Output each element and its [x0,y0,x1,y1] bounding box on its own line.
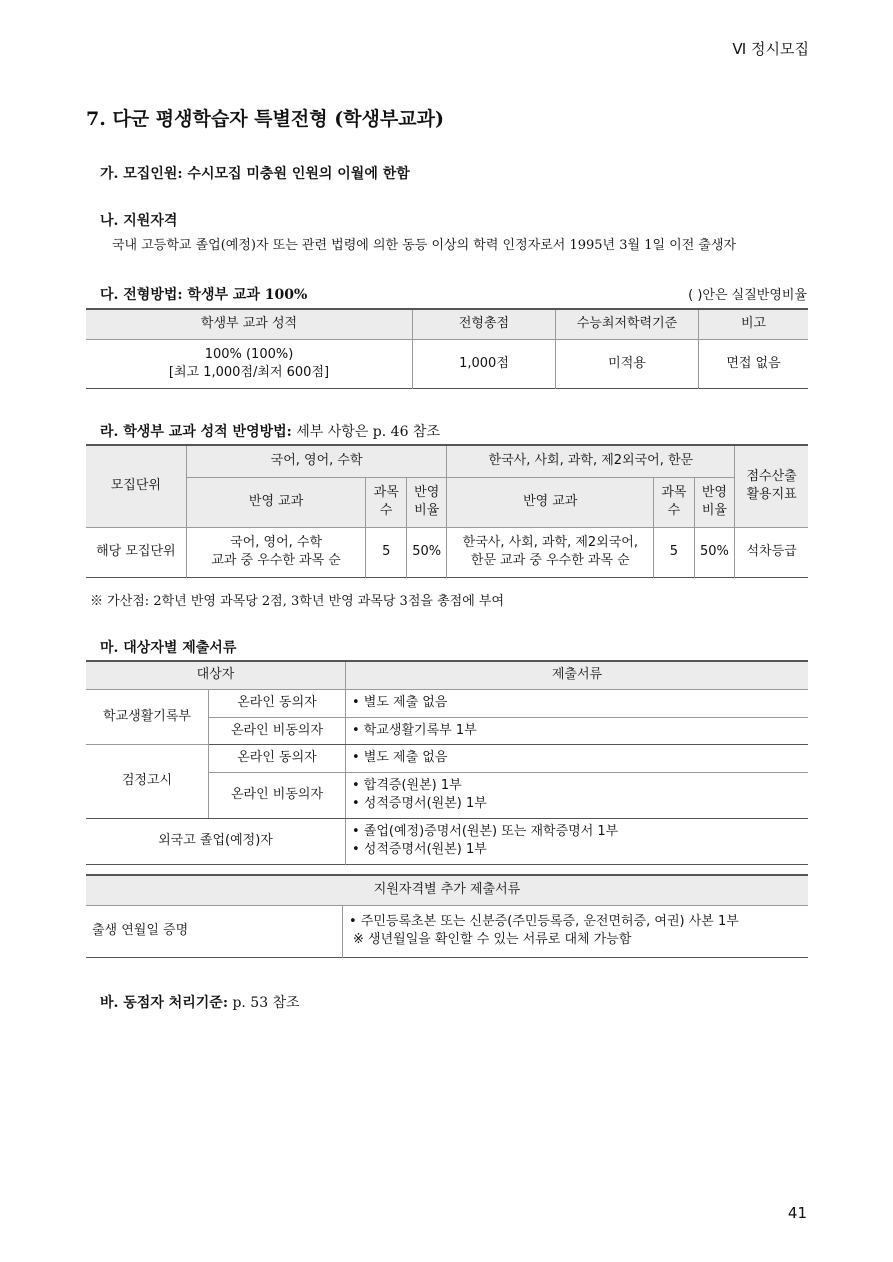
cell-online-agree: 온라인 동의자 [209,689,346,717]
header-unit: 모집단위 [86,445,186,527]
foreign-doc-2: • 성적증명서(원본) 1부 [352,842,487,857]
selection-method-table [86,308,808,389]
cell-remark: 면접 없음 [726,355,781,371]
header-total: 전형총점 [413,309,556,339]
ged-doc-1: • 합격증(원본) 1부 [352,778,462,793]
section-ba-text: p. 53 참조 [232,995,300,1011]
page-number: 41 [787,1204,807,1222]
header-ratio-2 [694,477,735,527]
cell-school-record: 학교생활기록부 [86,689,209,744]
header-target: 대상자 [86,661,346,689]
grade-line-2: [최고 1,000점/최저 600점] [168,364,330,380]
section-ra-label: 라. 학생부 교과 성적 반영방법: [100,424,292,440]
bonus-note: ※ 가산점: 2학년 반영 과목당 2점, 3학년 반영 과목당 3점을 총점에 부여 [90,594,505,609]
cell-g2-line-1: 한국사, 사회, 과학, 제2외국어, [462,535,638,550]
header-count-2 [654,477,695,527]
header-ratio-2-line-2: 비율 [701,503,727,518]
section-da-note: ( )안은 실질반영비율 [688,288,807,303]
cell-school-record-doc: • 학교생활기록부 1부 [346,717,809,744]
cell-ged-no-submit: • 별도 제출 없음 [346,744,809,772]
section-ba-label: 바. 동점자 처리기준: [100,995,228,1011]
cell-g2-line-2: 한문 교과 중 우수한 과목 순 [470,553,630,568]
header-score-line-2: 활용지표 [746,487,797,503]
ged-doc-2: • 성적증명서(원본) 1부 [352,796,487,811]
cell-g1-count: 5 [366,527,407,577]
table-row [86,339,808,388]
table-row [86,689,808,717]
grade-line-1: 100% (100%) [204,346,294,362]
header-docs: 제출서류 [346,661,809,689]
header-ratio-1-line-2: 비율 [414,503,440,518]
cell-g2-ratio: 50% [694,527,735,577]
section-da-text: 학생부 교과 100% [187,287,308,303]
section-da [100,284,307,304]
cell-ged-online-disagree: 온라인 비동의자 [209,772,346,818]
section-da-label: 다. 전형방법: [100,287,183,303]
section-ra-text: 세부 사항은 p. 46 참조 [296,424,440,440]
header-grade: 학생부 교과 성적 [86,309,413,339]
section-ga [100,163,410,183]
header-ratio-1 [406,477,447,527]
cell-online-disagree: 온라인 비동의자 [209,717,346,744]
header-group-1: 국어, 영어, 수학 [186,445,447,477]
documents-table [86,660,808,865]
cell-foreign: 외국고 졸업(예정)자 [86,818,346,864]
header-count-1-line-1: 과목 [373,485,399,500]
section-ga-label: 가. 모집인원: [100,166,183,182]
header-remark: 비고 [699,309,809,339]
section-ga-text: 수시모집 미충원 인원의 이월에 한함 [187,166,410,182]
cell-g2-count: 5 [654,527,695,577]
cell-ged: 검정고시 [86,744,209,818]
header-count-1-line-2: 수 [379,503,393,518]
header-subj-2: 반영 교과 [447,477,654,527]
birth-doc-2: ※ 생년월일을 확인할 수 있는 서류로 대체 가능함 [353,932,632,947]
cell-g1-line-1: 국어, 영어, 수학 [230,535,323,550]
header-extra: 지원자격별 추가 제출서류 [86,875,808,905]
section-ma-label: 마. 대상자별 제출서류 [100,640,237,656]
cell-ged-online-agree: 온라인 동의자 [209,744,346,772]
cell-g2-subj [447,527,654,577]
header-ratio-1-line-1: 반영 [414,485,440,500]
cell-total: 1,000점 [413,339,556,388]
cell-g1-ratio: 50% [406,527,447,577]
header-count-2-line-2: 수 [667,503,681,518]
header-csat: 수능최저학력기준 [556,309,699,339]
cell-no-submit: • 별도 제출 없음 [346,689,809,717]
cell-ged-docs [346,772,809,818]
cell-unit: 해당 모집단위 [86,527,186,577]
foreign-doc-1: • 졸업(예정)증명서(원본) 또는 재학증명서 1부 [352,824,619,839]
extra-documents-table [86,874,808,958]
header-ratio-2-line-1: 반영 [701,485,727,500]
header-group-2: 한국사, 사회, 과학, 제2외국어, 한문 [447,445,735,477]
running-header: Ⅵ 정시모집 [732,40,809,58]
table-row [86,527,808,577]
section-ba [100,992,300,1012]
page-title: 7. 다군 평생학습자 특별전형 (학생부교과) [86,108,444,130]
grade-reflection-table [86,444,808,578]
cell-birth-docs [343,905,809,957]
section-na-label: 나. 지원자격 [100,213,178,229]
cell-foreign-docs [346,818,809,864]
section-na-text: 국내 고등학교 졸업(예정)자 또는 관련 법령에 의한 동등 이상의 학력 인정자로서 1995년 3월 1일 이전 출생자 [112,238,737,253]
cell-g1-line-2: 교과 중 우수한 과목 순 [211,553,341,568]
header-score-index [735,445,808,527]
section-ra [100,421,440,441]
cell-birth-label: 출생 연월일 증명 [86,905,343,957]
table-row [86,818,808,864]
table-row [86,744,808,772]
header-count-1 [366,477,407,527]
cell-index: 석차등급 [746,544,797,559]
table-row [86,905,808,957]
birth-doc-1: • 주민등록초본 또는 신분증(주민등록증, 운전면허증, 여권) 사본 1부 [349,914,739,929]
header-score-line-1: 점수산출 [746,469,797,485]
cell-g1-subj [186,527,366,577]
header-count-2-line-1: 과목 [661,485,687,500]
table-header-row [86,309,808,339]
cell-csat: 미적용 [556,339,699,388]
cell-grade [86,339,413,388]
header-subj-1: 반영 교과 [186,477,366,527]
